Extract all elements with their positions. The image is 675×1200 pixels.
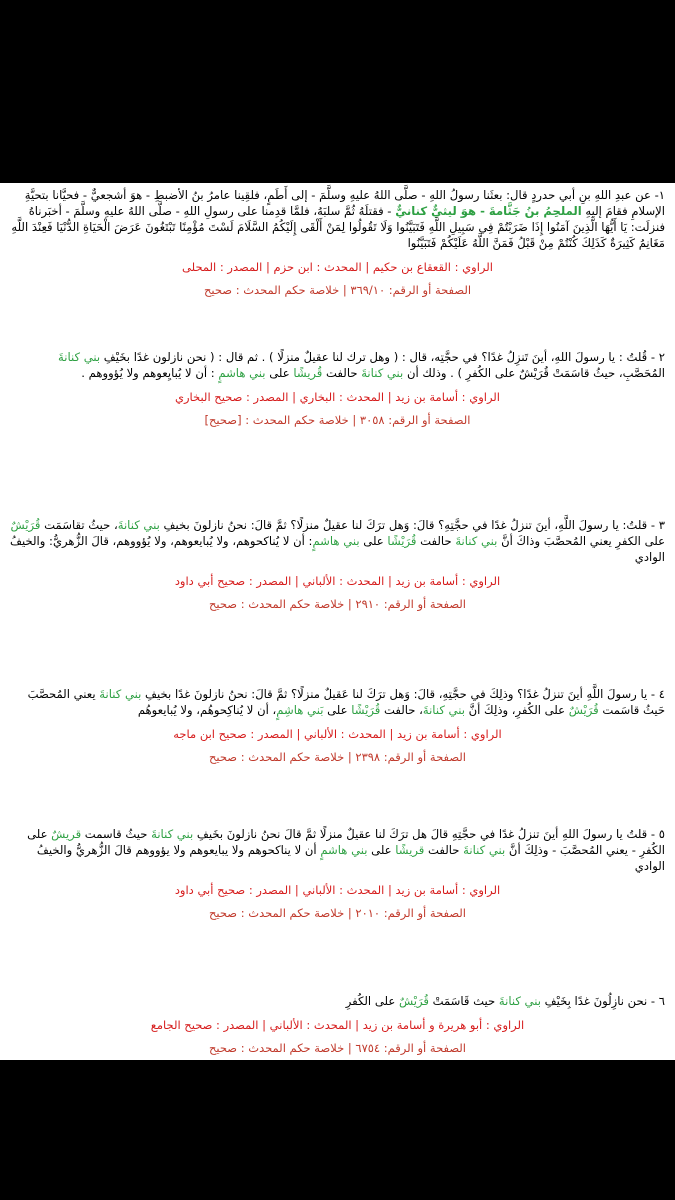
text-segment: ٦ - نحن نازِلُونَ غدًا بِخَيْفِ [540, 994, 665, 1008]
text-segment: قُرَيْشًا [351, 703, 381, 717]
grade-line: الصفحة أو الرقم: ٣٠٥٨ | خلاصة حكم المحدث : [صحيح] [204, 413, 471, 427]
narrator-line: الراوي : أسامة بن زيد | المحدث : الألباني | المصدر : صحيح أبي داود [174, 883, 501, 897]
hadith-entry [10, 826, 665, 920]
text-segment: على [367, 843, 396, 857]
narrator-line: الراوي : أبو هريرة و أسامة بن زيد | المحدث : الألباني | المصدر : صحيح الجامع [150, 1018, 525, 1032]
text-segment: بني كنانةَ [361, 366, 404, 380]
text-segment: ، حيثُ تقاسَمَت [40, 518, 118, 532]
text-segment: حالفت [322, 366, 362, 380]
text-segment: على الكُفرِ [345, 994, 399, 1008]
text-segment: على [265, 366, 294, 380]
text-segment: بني هاشمٍ [218, 366, 266, 380]
grade-line: الصفحة أو الرقم: ٢٠١٠ | خلاصة حكم المحدث : صحيح [208, 906, 466, 920]
document-page [0, 183, 675, 1060]
text-segment: قُريشًا [293, 366, 323, 380]
text-segment: قُرَيْشًا [387, 534, 417, 548]
text-segment: ٢ - قُلتُ : يا رسولَ اللهِ، أينَ تَنزِلُ غدًا؟ في حجَّتِه، قال : ( وهل ترك لنا عقيلٌ منزلًا ) . ثم قال : ( نحن نازلون غدًا بخَيْفِ [100, 350, 665, 364]
text-segment: قريشًا [395, 843, 425, 857]
hadith-text [10, 993, 665, 1009]
hadith-entry [10, 349, 665, 427]
grade-line: الصفحة أو الرقم: ٣٦٩/١٠ | خلاصة حكم المحدث : صحيح [203, 283, 472, 297]
text-segment: ٥ - قلتُ يا رسولَ اللهِ أينَ تنزلُ غدًا في حجَّتِهِ قالَ هل ترَكَ لنا عقيلٌ منزلًا ثمَّ قالَ نحنُ نازلونَ بخَيفِ [193, 827, 665, 841]
hadith-text [10, 517, 665, 565]
text-segment: ١- عن عبدِ اللهِ بنِ أبي حدردٍ قال: بعثَنا رسولُ اللهِ - صلَّى اللهُ عليهِ وسلَّمَ - إلى أَطَمٍ، فلقِينا عامرُ بنُ الأضبطِ - هوَ أشجعيٌّ - فحيَّانا بتحيَّةِ الإسلامِ فقامَ إليهِ [24, 188, 665, 218]
text-segment: بني هاشمٍ [320, 843, 368, 857]
hadith-text [10, 686, 665, 718]
text-segment: - فقتلَهُ ثُمَّ سلبَهُ، فلمَّا قدِمنا على رسولِ اللهِ - صلَّى اللهُ عليهِ وسلَّمَ - أخبَرناهُ فنزلَت: يَا أَيُّهَا الَّذِينَ آمَنُوا إِذَا ضَرَبْتُمْ فِي سَبِيلِ اللَّهِ فَتَبَيَّنُوا وَلَا تَقُولُوا لِمَنْ أَلْقَى إِلَيْكُمُ السَّلَامَ لَسْتَ مُؤْمِنًا تَبْتَغُونَ عَرَضَ الْحَيَاةِ الدُّنْيَا فَعِنْدَ اللَّهِ مَغَانِمُ كَثِيرَةٌ كَذَلِكَ كُنْتُمْ مِنْ قَبْلُ فَمَنَّ اللَّهُ عَلَيْكُمْ فَتَبَيَّنُوا [11, 204, 665, 250]
text-segment: على الكُفرِ - يعني المُحصَّبَ - وذلِكَ أنَّ [27, 827, 665, 857]
text-segment: قُرَيْشٌ [10, 518, 41, 532]
text-segment: حالفت [424, 843, 464, 857]
text-segment: حيث قَاسَمَتْ [428, 994, 499, 1008]
text-segment: ، أن لا يُناكِحوهُم، ولا يُبايعوهُم [137, 703, 277, 717]
text-segment: بني كنانةَ [117, 518, 160, 532]
text-segment: حيثُ قاسمت [81, 827, 152, 841]
text-segment: حالفت [416, 534, 456, 548]
text-segment: : أن لا يُبايِعوهم ولا يُؤووهم . [81, 366, 219, 380]
text-segment: بني كنانةَ [58, 350, 101, 364]
text-segment: بني كنانةَ [498, 994, 541, 1008]
hadith-text [10, 826, 665, 874]
text-segment: ٤ - يا رسولَ اللَّهِ أينَ تنزلُ غدًا؟ وذلِكَ في حجَّتِهِ، قالَ: وَهل ترَكَ لنا عَقيلٌ منزلًا؟ ثمَّ قالَ: نحنُ نازلونَ غدًا بخيفِ [141, 687, 665, 701]
hadith-text [10, 349, 665, 381]
hadith-entry [10, 993, 665, 1055]
grade-line: الصفحة أو الرقم: ٦٧٥٤ | خلاصة حكم المحدث : صحيح [208, 1041, 466, 1055]
narrator-line: الراوي : القعقاع بن حكيم | المحدث : ابن حزم | المصدر : المحلى [182, 260, 493, 274]
hadith-text [10, 187, 665, 251]
text-segment: قُرَيْشٌ [398, 994, 429, 1008]
text-segment: قُرَيْشٌ [568, 703, 599, 717]
text-segment: أن لا يناكحوهم ولا يبايعوهم ولا يؤووهم قالَ الزُّهريُّ والخيفُ الوادي [36, 843, 665, 873]
text-segment: بني هاشمٍ [312, 534, 360, 548]
text-segment: بني كنانةَ [422, 703, 465, 717]
grade-line: الصفحة أو الرقم: ٢٩١٠ | خلاصة حكم المحدث : صحيح [208, 597, 466, 611]
text-segment: بني كنانةَ [455, 534, 498, 548]
text-segment: يعني المُحصَّبَ حَيثُ قاسَمت [27, 687, 665, 717]
text-segment: بَني هاشِمٍ [276, 703, 324, 717]
narrator-line: الراوي : أسامة بن زيد | المحدث : البخاري | المصدر : صحيح البخاري [174, 390, 501, 404]
hadith-entry [10, 517, 665, 611]
text-segment: على [359, 534, 388, 548]
hadith-entry [10, 686, 665, 764]
text-segment: بني كنانةَ [151, 827, 194, 841]
text-segment: ، حالفت [380, 703, 423, 717]
text-segment: بني كنانةَ [99, 687, 142, 701]
hadith-entry [10, 187, 665, 297]
text-segment: قريشٌ [51, 827, 82, 841]
narrator-line: الراوي : أسامة بن زيد | المحدث : الألباني | المصدر : صحيح أبي داود [174, 574, 501, 588]
text-segment: ٣ - قلتُ: يا رسولَ اللَّهِ، أينَ تنزلُ غدًا في حجَّتِهِ؟ قالَ: وَهل ترَكَ لنا عقيلٌ منزلًا؟ ثمَّ قالَ: نحنُ نازلونَ بخيفِ [159, 518, 665, 532]
text-segment: بني كنانةَ [463, 843, 506, 857]
text-segment: على الكُفرِ، وذلِكَ أنَّ [464, 703, 569, 717]
grade-line: الصفحة أو الرقم: ٢٣٩٨ | خلاصة حكم المحدث : صحيح [208, 750, 466, 764]
text-segment: : أن لا يُناكحوهم، ولا يُبايعوهم، ولا يُؤووهم، قالَ الزُّهريُّ: والخيفُ الوادي [10, 534, 665, 564]
text-segment: على الكفرِ يعني المُحصَّبَ وذاكَ أنَّ [497, 534, 665, 548]
narrator-line: الراوي : أسامة بن زيد | المحدث : الألباني | المصدر : صحيح ابن ماجه [173, 727, 502, 741]
text-segment: المُحَصَّبِ، حيثُ قاسَمَتْ قُرَيْشٌ على الكُفرِ ) . وذلك أن [403, 366, 665, 380]
text-segment: الملحِمُ بنُ جَثَّامةَ - هوَ ليثيٌّ كنانيٌّ [395, 204, 582, 218]
text-segment: على [323, 703, 352, 717]
